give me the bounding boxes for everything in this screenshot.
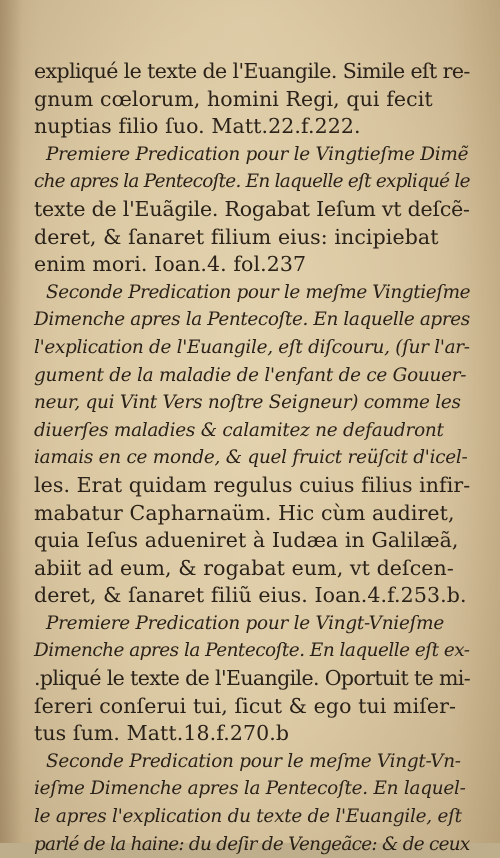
text-line: ſereri conſerui tui, ſicut & ego tui miſer- (34, 693, 457, 718)
text-line: quia Ieſus adueniret à Iudæa in Galilæã, (34, 528, 459, 553)
heading-line: Premiere Predication pour le Vingt-Vnieſme (46, 612, 444, 634)
heading-line: ieſme Dimenche apres la Pentecoſte. En laquel- (34, 778, 466, 800)
heading-line: parlé de la haine: du deſir de Vengeãce: & de ceux (34, 833, 470, 855)
text-line: deret, & ſanaret filiũ eius. Ioan.4.f.253.b. (34, 583, 467, 608)
heading-line: che apres la Pentecoſte. En laquelle eſt expliqué le (34, 171, 470, 193)
text-line: deret, & ſanaret filium eius: incipiebat (34, 224, 439, 249)
heading-line: l'explication de l'Euangile, eſt diſcouru, (ſur l'ar- (34, 336, 470, 358)
text-line: tus ſum. Matt.18.f.270.b (34, 721, 290, 746)
page-text (34, 58, 470, 858)
text-line: mabatur Capharnaüm. Hic cùm audiret, (34, 500, 455, 525)
heading-line: diuerſes maladies & calamitez ne defaudront (34, 419, 444, 441)
heading-line: Premiere Predication pour le Vingtieſme Dimẽ (46, 143, 469, 165)
text-line: gnum cœlorum, homini Regi, qui fecit (34, 86, 433, 111)
heading-line: neur, qui Vint Vers noſtre Seigneur) comme les (34, 392, 461, 414)
heading-line: iamais en ce monde, & quel fruict reüſcit d'icel- (34, 447, 468, 469)
text-line: texte de l'Euãgile. Rogabat Ieſum vt deſcẽ- (34, 196, 470, 221)
text-line: expliqué le texte de l'Euangile. Simile eſt re- (34, 59, 470, 83)
heading-line: Dimenche apres la Pentecoſte. En laquelle apres (34, 309, 470, 331)
heading-line: le apres l'explication du texte de l'Euangile, eſt (34, 806, 462, 828)
text-line: enim mori. Ioan.4. fol.237 (34, 252, 307, 277)
text-line: abiit ad eum, & rogabat eum, vt deſcen- (34, 555, 454, 580)
text-line: les. Erat quidam regulus cuius filius infir- (34, 472, 471, 497)
heading-line: Seconde Predication pour le meſme Vingt-Vn- (46, 750, 461, 772)
heading-line: Dimenche apres la Pentecoſte. En laquelle eſt ex- (34, 640, 470, 662)
gutter-shadow (0, 0, 22, 843)
text-line: .pliqué le texte de l'Euangile. Oportuit te mi- (34, 666, 471, 691)
heading-line: gument de la maladie de l'enfant de ce Gouuer- (34, 364, 467, 386)
heading-line: Seconde Predication pour le meſme Vingtieſme (46, 281, 471, 303)
text-line: nuptias filio ſuo. Matt.22.f.222. (34, 114, 361, 139)
